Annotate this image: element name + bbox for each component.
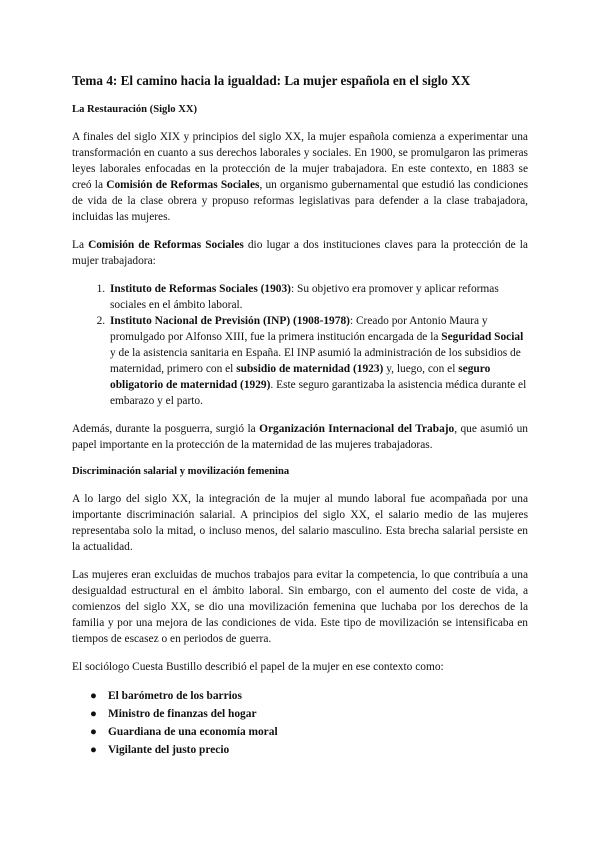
list-item: ● Guardiana de una economía moral [108, 723, 528, 741]
list-item: ● Ministro de finanzas del hogar [108, 705, 528, 723]
section-heading-discriminacion: Discriminación salarial y movilización femenina [72, 466, 290, 477]
bullet-icon: ● [90, 690, 97, 702]
paragraph-oit: Además, durante la posguerra, surgió la Organización Internacional del Trabajo, que asumió un papel importante en la protección de la maternidad de las mujeres trabajadoras. [72, 423, 528, 451]
paragraph-comision: La Comisión de Reformas Sociales dio lugar a dos instituciones claves para la protección de la mujer trabajadora: [72, 239, 528, 267]
bullet-icon: ● [90, 744, 97, 756]
section-heading-restauracion: La Restauración (Siglo XX) [72, 104, 198, 115]
paragraph-movilizacion: Las mujeres eran excluidas de muchos trabajos para evitar la competencia, lo que contribuía a una desigualdad estructural en el ámbito laboral. Sin embargo, con el aumento del coste de vida, a comienzos del siglo XX, se dio una movilización femenina que luchaba por los derechos de la familia y por una mejora de las condiciones de vida. Este tipo de movilización se intensificaba en tiempos de escasez o en periodos de guerra. [72, 569, 528, 645]
list-item: ● El barómetro de los barrios [108, 687, 528, 705]
bold-term: Comisión de Reformas Sociales [106, 179, 260, 191]
bullet-icon: ● [90, 726, 97, 738]
paragraph-salarial: A lo largo del siglo XX, la integración de la mujer al mundo laboral fue acompañada por una importante discriminación salarial. A principios del siglo XX, el salario medio de las mujeres representaba solo la mitad, o incluso menos, del salario masculino. Esta brecha salarial persiste en la actualidad. [72, 493, 528, 553]
list-item: 2. Instituto Nacional de Previsión (INP) (1908-1978): Creado por Antonio Maura y promulgado por Alfonso XIII, fue la primera institución encargada de la Seguridad Social y de la asistencia sanitaria en España. El INP asumió la administración de los subsidios de maternidad, primero con el subsidio de maternidad (1923) y, luego, con el seguro obligatorio de maternidad (1929). Este seguro garantizaba la asistencia médica durante el embarazo y el parto. [108, 313, 528, 409]
bullet-icon: ● [90, 708, 97, 720]
paragraph-intro: A finales del siglo XIX y principios del siglo XX, la mujer española comienza a experimentar una transformación en cuanto a sus derechos laborales y sociales. En 1900, se promulgaron las primeras leyes laborales enfocadas en la protección de la mujer trabajadora. En este contexto, en 1883 se creó la Comisión de Reformas Sociales, un organismo gubernamental que estudió las condiciones de vida de la clase obrera y propuso reformas legislativas para defender a la clase trabajadora, incluidas las mujeres. [72, 131, 528, 223]
document-page [72, 72, 528, 759]
roles-list [72, 687, 528, 759]
list-item: 1. Instituto de Reformas Sociales (1903): Su objetivo era promover y aplicar reformas sociales en el ámbito laboral. [108, 281, 528, 313]
bold-term: Organización Internacional del Trabajo [259, 423, 455, 435]
paragraph-cuesta: El sociólogo Cuesta Bustillo describió el papel de la mujer en ese contexto como: [72, 661, 444, 673]
bold-term: Comisión de Reformas Sociales [88, 239, 244, 251]
list-item: ● Vigilante del justo precio [108, 741, 528, 759]
page-title: Tema 4: El camino hacia la igualdad: La mujer española en el siglo XX [72, 73, 471, 88]
institutions-list [72, 281, 528, 409]
